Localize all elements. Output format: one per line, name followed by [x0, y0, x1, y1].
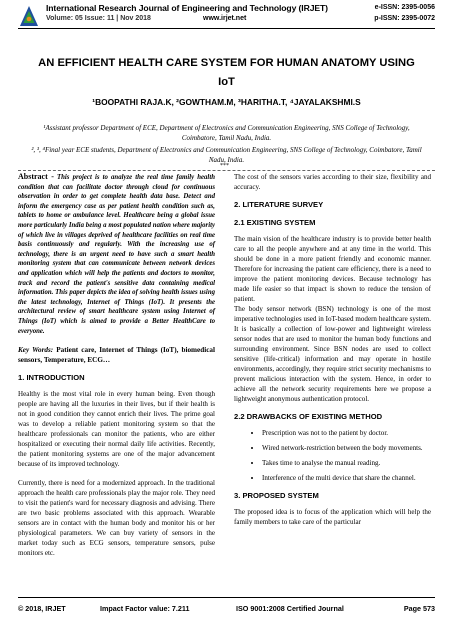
- list-item: • Wired network-restriction between the body movements.: [262, 443, 431, 453]
- paper-title-line2: IoT: [218, 76, 235, 88]
- introduction-heading: 1. INTRODUCTION: [18, 373, 85, 383]
- paper-authors: ¹BOOPATHI RAJA.K, ²GOWTHAM.M, ³HARITHA.T, ⁴JAYALAKSHMI.S: [92, 97, 361, 107]
- existing-system-heading: 2.1 EXISTING SYSTEM: [234, 218, 316, 227]
- introduction-paragraph-2: Currently, there is need for a modernized approach. In the traditional approach the health care professionals play the major role. They need to visit the patient's ward for necessary diagnosis and advising. There are two basic problems associated with this approach. Wearable sensors are in contact with the human body and monitor his or her physiological parameters. We can buy variety of sensors in the market today such as ECG sensors, temperature sensors, pulse monitors etc.: [18, 479, 215, 558]
- existing-system-paragraph-1: The main vision of the healthcare industry is to provide better health care to all the people anywhere and at any time in the world. This should be done in a more patient friendly and economic manner. Therefore for increasing the patient care efficiency, there is a need to improve the patient monitoring devices. Because technology has made life easier so that impact is shown to reduce the tension of patient.: [234, 235, 431, 303]
- proposed-system-paragraph: The proposed idea is to focus of the application which will help the family members to take care of the particular: [234, 508, 431, 526]
- keywords-label: Key Words:: [18, 346, 54, 355]
- left-column: [18, 172, 215, 558]
- journal-eissn: e-ISSN: 2395-0056: [374, 4, 435, 11]
- drawbacks-heading: 2.2 DRAWBACKS OF EXISTING METHOD: [234, 412, 383, 421]
- keywords: [18, 345, 215, 365]
- irjet-logo-icon: [18, 4, 40, 28]
- abstract: [18, 172, 215, 336]
- drawbacks-list: [234, 428, 431, 483]
- existing-system-paragraph-2: The body sensor network (BSN) technology is one of the most imperative technologies used in IoT-based modern healthcare system. It is basically a collection of low-power and lightweight wireless sensor nodes that are used to monitor the human body functions and surrounding environment. Since BSN nodes are used to collect sensitive (life-critical) information and may operate in hostile environments, accordingly, they require strict security mechanisms to prevent malicious interaction with the system. Hence, in order to achieve all the network security requirements here we propose a lightweight anonymous authentication protocol.: [234, 305, 431, 403]
- footer-copyright: © 2018, IRJET: [18, 604, 66, 613]
- proposed-system-heading: 3. PROPOSED SYSTEM: [234, 491, 319, 500]
- affiliation-2: ², ³, ⁴Final year ECE students, Department of Electronics and Communication Engineering, SNS College of Technology, Coimbatore, Tamil Nadu, India.: [31, 146, 422, 164]
- introduction-paragraph-1: Healthy is the most vital role in every human being. Even though people are having all the luxuries in their lives, but if their health is not in good condition they cannot enrich their lives. The prime goal was to develop a reliable patient monitoring system so that the healthcare professionals can monitor the patients, who are either hospitalized or executing their normal daily life activities. Recently, the patient monitoring systems are one of the major advancement because of its improved technology.: [18, 390, 215, 469]
- literature-survey-heading: 2. LITERATURE SURVEY: [234, 200, 324, 209]
- list-item: • Prescription was not to the patient by doctor.: [262, 428, 431, 438]
- list-item: • Takes time to analyse the manual reading.: [262, 458, 431, 468]
- list-item: • Interference of the multi device that share the channel.: [262, 473, 431, 483]
- abstract-text: This project is to analyze the real time family health condition that can facilitate doctor through cloud for continuous observation in order to get complete health data base. Detect and inform the emergency case as per patient health condition such as, tablets to home or ambulance level. Healthcare being a global issue more particularly India being a most populated nation where majority of which live in villages deprived of healthcare facilities on real time basis continuously and regularly. With the increasing use of technology, there is an urgent need to have such a smart health monitoring system that can communicate between network devices and application which will help the patients and doctors to monitor, track and record the patient's sensitive data containing medical information. This paper depicts the idea of solving health issues using the latest technology, Internet of Things (IoT). It presents the architectural review of smart healthcare system using Internet of Things (IoT) which is aimed to provide a Better HealthCare to everyone.: [18, 174, 215, 335]
- footer-impact-factor: Impact Factor value: 7.211: [100, 604, 190, 613]
- journal-header: [0, 0, 453, 46]
- page-footer: [18, 597, 435, 618]
- journal-volume: Volume: 05 Issue: 11 | Nov 2018: [46, 15, 151, 22]
- journal-url[interactable]: www.irjet.net: [203, 15, 247, 22]
- abstract-label: Abstract -: [18, 172, 54, 181]
- footer-iso: ISO 9001:2008 Certified Journal: [236, 604, 344, 613]
- header-rule: [18, 28, 435, 29]
- separator-stars: ***: [220, 163, 229, 169]
- paper-title: [30, 54, 423, 92]
- separator-rule: [18, 170, 435, 171]
- right-column: [234, 172, 431, 527]
- paper-title-line1: AN EFFICIENT HEALTH CARE SYSTEM FOR HUMAN ANATOMY USING: [38, 57, 415, 69]
- affiliation-1: ¹Assistant professor Department of ECE, Department of Electronics and Communication Engineering, SNS College of Technology, Coimbatore, Tamil Nadu, India.: [43, 124, 410, 142]
- footer-page-number: Page 573: [403, 604, 435, 613]
- journal-pissn: p-ISSN: 2395-0072: [374, 15, 435, 22]
- sensor-cost-paragraph: The cost of the sensors varies according to their size, flexibility and accuracy.: [234, 173, 431, 191]
- journal-name: International Research Journal of Engineering and Technology (IRJET): [46, 3, 328, 13]
- keywords-text: Patient care, Internet of Things (IoT), biomedical sensors, Temperature, ECG…: [18, 346, 216, 365]
